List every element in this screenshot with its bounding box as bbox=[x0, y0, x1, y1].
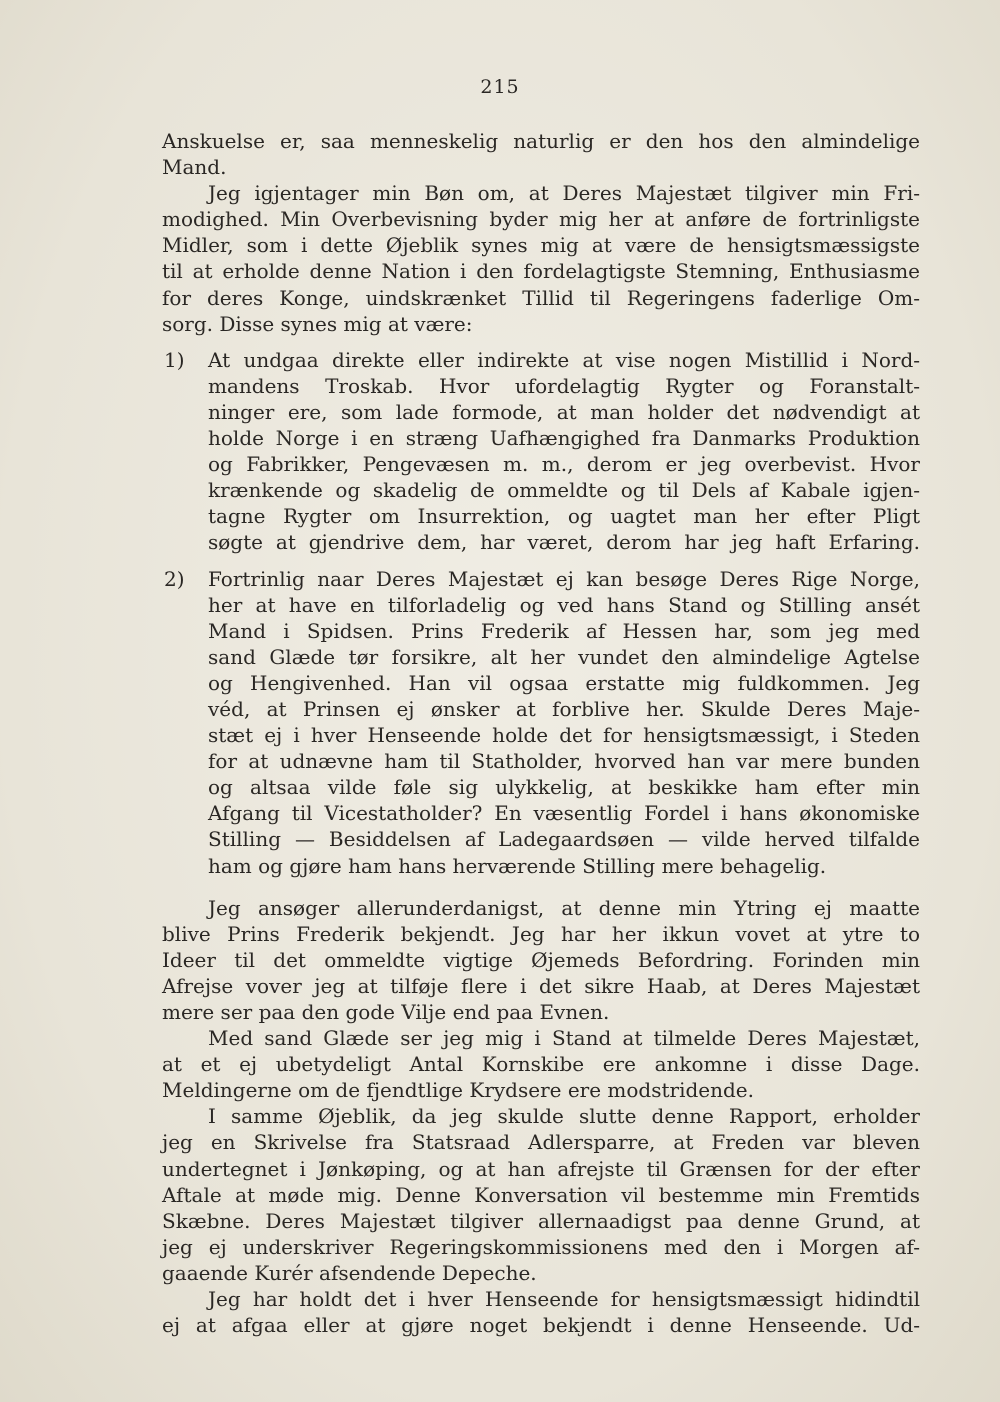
text-line: Anskuelse er, saa menneskelig naturlig er den hos den almindelige bbox=[162, 129, 920, 153]
text-line: mere ser paa den gode Vilje end paa Evnen. bbox=[162, 1000, 610, 1024]
text-line: gaaende Kurér afsendende Depeche. bbox=[162, 1260, 537, 1285]
text-line: modighed. Min Overbevisning byder mig her at anføre de fortrinligste bbox=[162, 207, 920, 232]
text-line: Meldingerne om de fjendtlige Krydsere ere modstridende. bbox=[162, 1078, 755, 1103]
text-line: til at erholde denne Nation i den fordelagtigste Stemning, Enthusiasme bbox=[162, 259, 920, 284]
text-line: Aftale at møde mig. Denne Konversation vil bestemme min Fremtids bbox=[162, 1182, 920, 1207]
text-line: blive Prins Frederik bekjendt. Jeg har her ikkun vovet at ytre to bbox=[162, 921, 920, 946]
text-line: Jeg ansøger allerunderdanigst, at denne min Ytring ej maatte bbox=[208, 895, 920, 920]
text-line: Ideer til det ommeldte vigtige Øjemeds Befordring. Forinden min bbox=[162, 947, 920, 972]
item-number: 2) bbox=[164, 566, 185, 591]
text-line: tagne Rygter om Insurrektion, og uagtet man her efter Pligt bbox=[208, 504, 920, 529]
text-line: og Hengivenhed. Han vil ogsaa erstatte mig fuldkommen. Jeg bbox=[208, 670, 920, 695]
text-line: sorg. Disse synes mig at være: bbox=[162, 311, 473, 336]
text-line: sand Glæde tør forsikre, alt her vundet den almindelige Agtelse bbox=[208, 644, 920, 669]
text-line: for deres Konge, uindskrænket Tillid til Regeringens faderlige Om- bbox=[162, 285, 920, 310]
text-line: Med sand Glæde ser jeg mig i Stand at tilmelde Deres Majestæt, bbox=[208, 1026, 920, 1051]
text-line: stæt ej i hver Henseende holde det for hensigtsmæssigt, i Steden bbox=[208, 723, 920, 748]
body-text bbox=[162, 128, 920, 1338]
text-line: jeg en Skrivelse fra Statsraad Adlersparre, at Freden var bleven bbox=[162, 1130, 920, 1155]
text-line: her at have en tilforladelig og ved hans Stand og Stilling ansét bbox=[208, 592, 920, 617]
numbered-item-2 bbox=[162, 566, 920, 879]
numbered-item-1 bbox=[162, 347, 920, 556]
text-line: og Fabrikker, Pengevæsen m. m., derom er jeg overbevist. Hvor bbox=[208, 452, 920, 477]
text-line: Mand i Spidsen. Prins Frederik af Hessen har, som jeg med bbox=[208, 618, 920, 643]
text-line: at et ej ubetydeligt Antal Kornskibe ere ankomne i disse Dage. bbox=[162, 1052, 920, 1077]
text-line: ham og gjøre ham hans herværende Stilling mere behagelig. bbox=[208, 853, 827, 878]
text-line: søgte at gjendrive dem, har været, derom har jeg haft Erfaring. bbox=[208, 530, 920, 555]
text-line: Fortrinlig naar Deres Majestæt ej kan besøge Deres Rige Norge, bbox=[208, 566, 920, 591]
text-line: Jeg har holdt det i hver Henseende for hensigtsmæssigt hidindtil bbox=[208, 1287, 920, 1312]
text-line: At undgaa direkte eller indirekte at vise nogen Mistillid i Nord- bbox=[208, 347, 920, 372]
text-line: véd, at Prinsen ej ønsker at forblive her. Skulde Deres Maje- bbox=[208, 696, 920, 721]
text-line: for at udnævne ham til Statholder, hvorved han var mere bunden bbox=[208, 749, 920, 774]
text-line: mandens Troskab. Hvor ufordelagtig Rygter og Foranstalt- bbox=[208, 373, 920, 398]
item-number: 1) bbox=[164, 347, 185, 372]
page-number: 215 bbox=[480, 76, 520, 98]
text-line: Skæbne. Deres Majestæt tilgiver allernaadigst paa denne Grund, at bbox=[162, 1208, 920, 1233]
text-line: I samme Øjeblik, da jeg skulde slutte denne Rapport, erholder bbox=[208, 1104, 920, 1129]
closing-paragraphs bbox=[162, 895, 920, 1339]
text-line: Jeg igjentager min Bøn om, at Deres Majestæt tilgiver min Fri- bbox=[208, 181, 920, 206]
text-line: undertegnet i Jønkøping, og at han afrejste til Grænsen for der efter bbox=[162, 1156, 920, 1181]
text-line: krænkende og skadelig de ommeldte og til Dels af Kabale igjen- bbox=[208, 478, 920, 503]
text-line: Midler, som i dette Øjeblik synes mig at være de hensigtsmæssigste bbox=[162, 233, 920, 258]
text-line: og altsaa vilde føle sig ulykkelig, at beskikke ham efter min bbox=[208, 775, 920, 800]
opening-paragraph bbox=[162, 128, 920, 337]
text-line: Afrejse vover jeg at tilføje flere i det sikre Haab, at Deres Majestæt bbox=[162, 973, 920, 998]
text-line: Mand. bbox=[162, 155, 227, 180]
text-line: Stilling — Besiddelsen af Ladegaardsøen — vilde herved tilfalde bbox=[208, 827, 920, 852]
text-line: Afgang til Vicestatholder? En væsentlig Fordel i hans økonomiske bbox=[208, 801, 920, 826]
text-line: ninger ere, som lade formode, at man holder det nødvendigt at bbox=[208, 399, 920, 424]
text-line: ej at afgaa eller at gjøre noget bekjendt i denne Henseende. Ud- bbox=[162, 1313, 920, 1338]
text-line: jeg ej underskriver Regeringskommissionens med den i Morgen af- bbox=[162, 1234, 920, 1259]
text-line: holde Norge i en stræng Uafhængighed fra Danmarks Produktion bbox=[208, 426, 920, 451]
